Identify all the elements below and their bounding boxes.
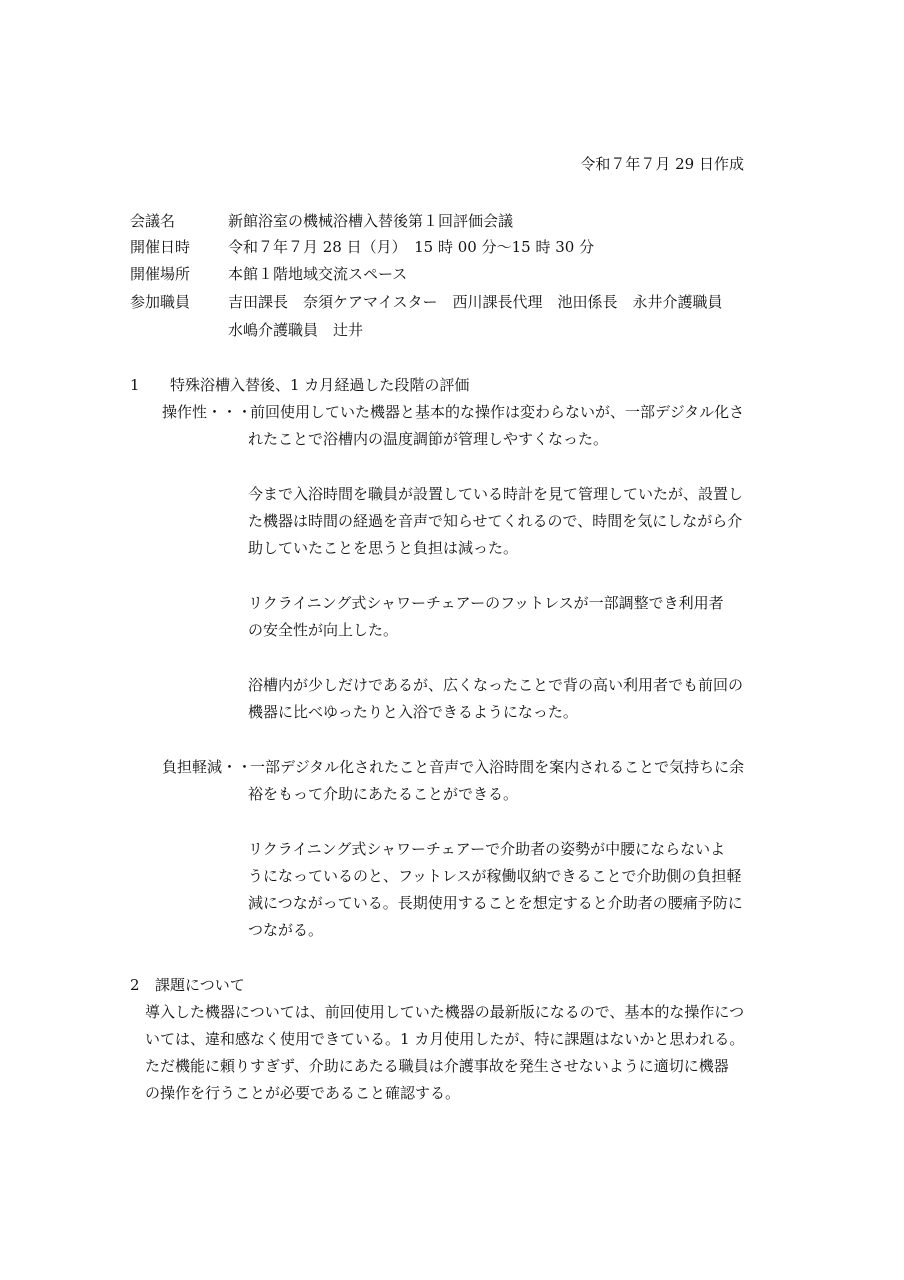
operability-line: 前回使用していた機器と基本的な操作は変わらないが、一部デジタル化さ xyxy=(250,403,745,421)
operability-line: 機器に比べゆったりと入浴できるようになった。 xyxy=(248,703,578,721)
burden-label: 負担軽減・・ xyxy=(162,758,253,776)
section2-line: の操作を行うことが必要であること確認する。 xyxy=(145,1084,461,1102)
meeting-place-label: 開催場所 xyxy=(130,265,191,283)
section2-title: 課題について xyxy=(155,976,245,994)
section2-line: ただ機能に頼りすぎず、介助にあたる職員は介護事故を発生させないように適切に機器 xyxy=(145,1057,729,1075)
operability-line: 浴槽内が少しだけであるが、広くなったことで背の高い利用者でも前回の xyxy=(248,676,744,694)
meeting-name-value: 新館浴室の機械浴槽入替後第１回評価会議 xyxy=(228,212,514,230)
operability-line: れたことで浴槽内の温度調節が管理しやすくなった。 xyxy=(248,430,609,448)
burden-line: リクライニング式シャワーチェアーで介助者の姿勢が中腰にならないよ xyxy=(248,840,726,858)
meeting-name-label: 会議名 xyxy=(130,212,176,230)
section2-number: 2 xyxy=(130,976,140,994)
creation-date: 令和７年７月 29 日作成 xyxy=(580,155,744,173)
operability-line: 今まで入浴時間を職員が設置している時計を見て管理していたが、設置し xyxy=(248,485,744,503)
burden-line: 裕をもって介助にあたることができる。 xyxy=(248,785,519,803)
operability-line: リクライニング式シャワーチェアーのフットレスが一部調整でき利用者 xyxy=(248,594,724,612)
meeting-datetime-value: 令和７年７月 28 日（月） 15 時 00 分～15 時 30 分 xyxy=(228,238,595,256)
attendees-label: 参加職員 xyxy=(130,293,191,311)
operability-label: 操作性・・・ xyxy=(162,403,253,421)
section1-number: 1 xyxy=(130,376,140,394)
burden-line: 減につながっている。長期使用することを想定すると介助者の腰痛予防に xyxy=(248,894,743,912)
meeting-place-value: 本館１階地域交流スペース xyxy=(228,265,408,283)
burden-line: つながる。 xyxy=(248,921,324,939)
operability-line: 助していたことを思うと負担は減った。 xyxy=(248,539,519,557)
operability-line: た機器は時間の経過を音声で知らせてくれるので、時間を気にしながら介 xyxy=(248,512,743,530)
section1-title: 特殊浴槽入替後、1 カ月経過した段階の評価 xyxy=(170,376,470,394)
attendees-value: 吉田課長 奈須ケアマイスター 西川課長代理 池田係長 永井介護職員 xyxy=(228,293,723,311)
attendees-value-continued: 水嶋介護職員 辻井 xyxy=(228,321,364,339)
operability-line: の安全性が向上した。 xyxy=(248,621,399,639)
section2-line: いては、違和感なく使用できている。1 カ月使用したが、特に課題はないかと思われる。 xyxy=(145,1030,745,1048)
burden-line: うになっているのと、フットレスが稼働収納できることで介助側の負担軽 xyxy=(248,867,742,885)
meeting-datetime-label: 開催日時 xyxy=(130,238,191,256)
burden-line: 一部デジタル化されたこと音声で入浴時間を案内されることで気持ちに余 xyxy=(250,758,745,776)
section2-line: 導入した機器については、前回使用していた機器の最新版になるので、基本的な操作につ xyxy=(145,1003,745,1021)
